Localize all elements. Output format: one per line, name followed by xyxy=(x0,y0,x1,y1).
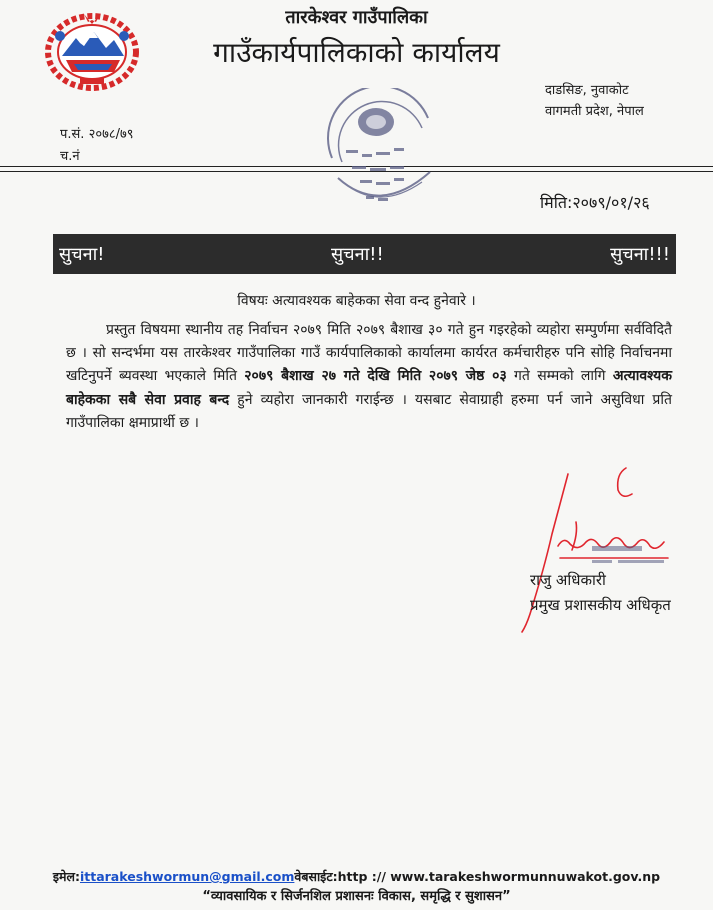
address-line-2: वागमती प्रदेश, नेपाल xyxy=(545,104,644,119)
office-stamp-icon xyxy=(318,88,442,220)
website-link[interactable]: http :// www.tarakeshwormunnuwakot.gov.np xyxy=(337,869,661,884)
signatory-title: प्रमुख प्रशासकीय अधिकृत xyxy=(530,596,671,614)
footer-slogan: “व्यावसायिक र सिर्जनशिल प्रशासनः विकास, समृद्धि र सुशासन” xyxy=(202,889,511,904)
organization-name: तारकेश्वर गाउँपालिका xyxy=(285,7,428,28)
dispatch-number: च.नं xyxy=(60,149,80,164)
signatory-name: राजु अधिकारी xyxy=(530,571,606,589)
email-link[interactable]: ittarakeshwormun@gmail.com xyxy=(79,869,295,884)
footer-contact xyxy=(0,868,713,885)
reference-number: प.सं. २०७८/७९ xyxy=(60,127,134,142)
notice-banner xyxy=(53,234,676,274)
body-service-closure: अत्यावश्यक बाहेकका सबै सेवा प्रवाह बन्द xyxy=(66,368,672,408)
email-label: इमेल: xyxy=(52,869,80,884)
issue-date: मिति:२०७९/०१/२६ xyxy=(540,193,650,212)
body-text-part3: हुने व्यहोरा जानकारी गराईन्छ । यसबाट सेवाग्राही हरुमा पर्न जाने असुविधा प्रति गाउँपालिका क्षमाप्रार्थी छ । xyxy=(66,391,673,431)
notice-label-right: सुचना!!! xyxy=(610,244,670,265)
office-name: गाउँकार्यपालिकाको कार्यालय xyxy=(213,36,500,69)
notice-body xyxy=(66,319,672,435)
address-line-1: दाडसिङ, नुवाकोट xyxy=(545,83,629,98)
notice-subject: विषयः अत्यावश्यक बाहेकका सेवा वन्द हुनेवारे । xyxy=(237,293,476,309)
notice-label-center: सुचना!! xyxy=(331,244,384,265)
body-date-range: २०७९ बैशाख २७ गते देखि मिति २०७९ जेष्ठ ०३ xyxy=(244,368,507,385)
website-label: वेबसाईट: xyxy=(294,869,338,884)
body-text-part2: गते सम्मको लागि xyxy=(506,368,613,385)
body-text-part1: प्रस्तुत विषयमा स्थानीय तह निर्वाचन २०७९ मिति २०७९ बैशाख ३० गते हुन गइरहेको व्यहोरा सम्पुर्णमा सर्वविदितै छ । सो सन्दर्भमा यस तारकेश्वर गाउँपालिका गाउँ कार्यपालिकाको कार्यालमा कार्यरत कर्मचारीहरु पनि सोहि निर्वाचनमा खटिनुपर्ने ब्यवस्था भएकाले मिति xyxy=(66,322,672,385)
notice-label-left: सुचना! xyxy=(59,244,105,265)
